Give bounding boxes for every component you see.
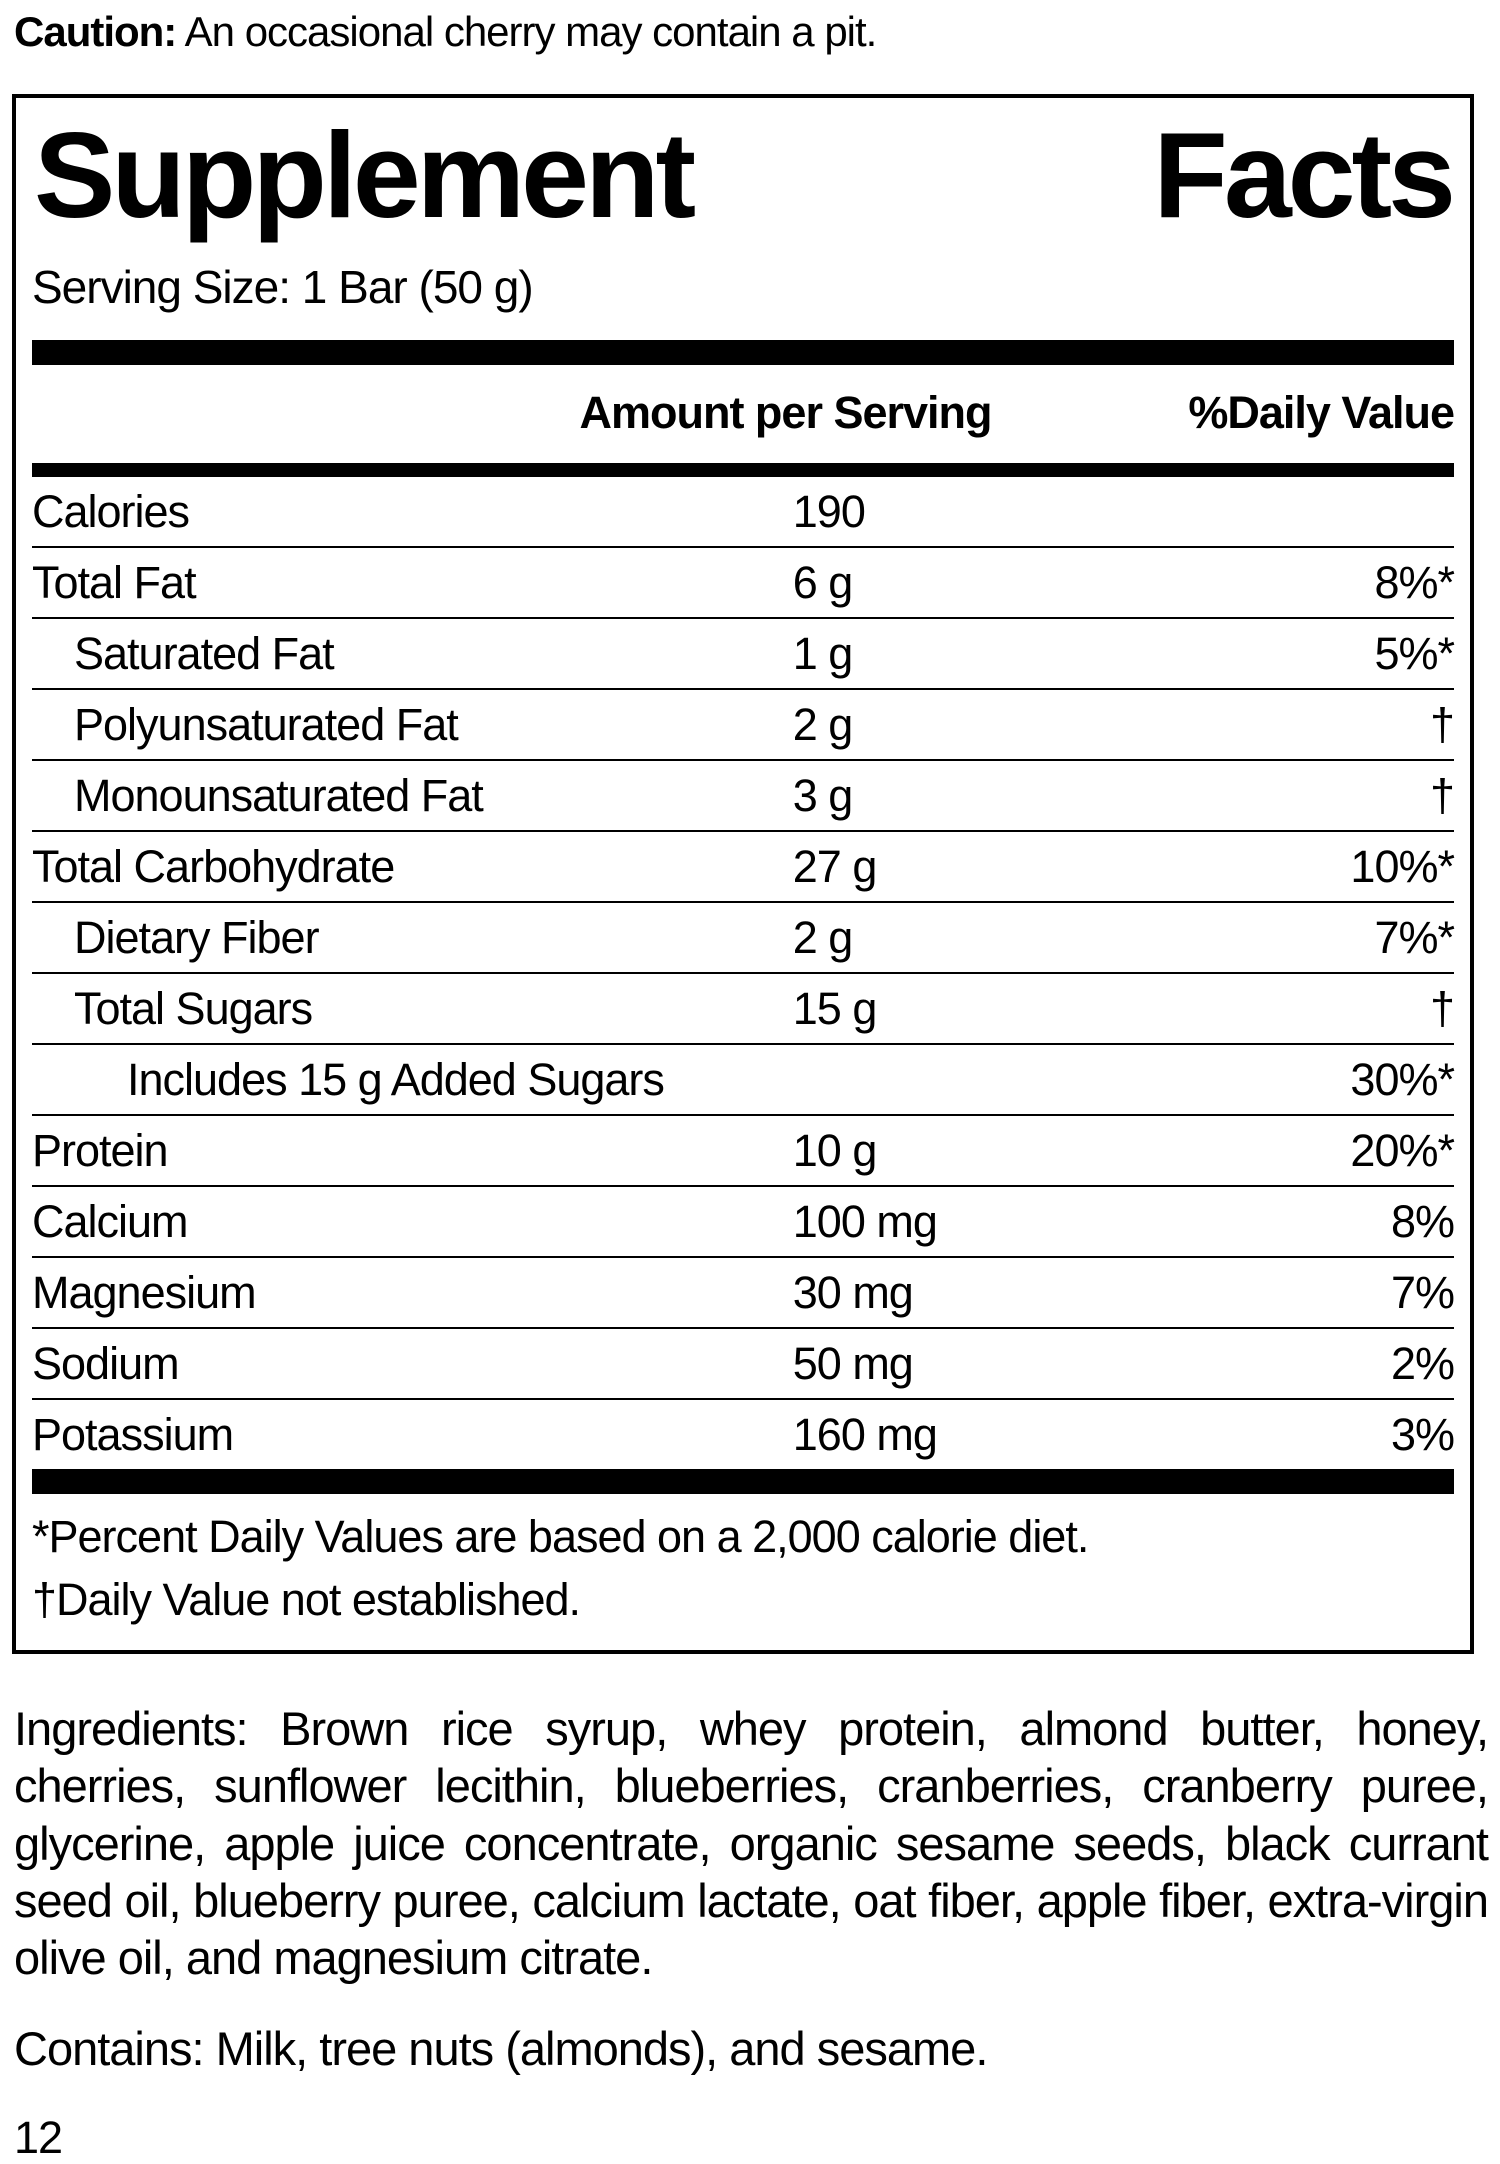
nutrient-name: Magnesium <box>32 1257 793 1328</box>
nutrient-amount: 15 g <box>793 973 1170 1044</box>
nutrient-row-total-sugars <box>32 973 1454 1044</box>
supplement-facts-panel <box>12 94 1474 1654</box>
nutrient-row-potassium <box>32 1399 1454 1469</box>
nutrient-daily-value: 3% <box>1170 1399 1454 1469</box>
nutrient-daily-value: 2% <box>1170 1328 1454 1399</box>
nutrient-amount: 190 <box>792 486 865 538</box>
nutrient-name: Total Sugars <box>32 973 793 1044</box>
nutrient-row-protein <box>32 1115 1454 1186</box>
nutrient-daily-value: 8% <box>1170 1186 1454 1257</box>
nutrient-amount: 3 g <box>793 760 1170 831</box>
nutrient-row-polyunsaturated-fat <box>32 689 1454 760</box>
nutrient-daily-value <box>1170 477 1454 547</box>
nutrient-daily-value: 5%* <box>1170 618 1454 689</box>
nutrient-amount: 100 mg <box>793 1186 1170 1257</box>
nutrient-daily-value: † <box>1170 689 1454 760</box>
caution-text: An occasional cherry may contain a pit. <box>176 8 877 55</box>
nutrient-name: Calcium <box>32 1186 793 1257</box>
nutrient-amount: 50 mg <box>793 1328 1170 1399</box>
nutrient-row-sodium <box>32 1328 1454 1399</box>
footnote-dagger: †Daily Value not established. <box>32 1574 581 1626</box>
panel-title-facts: Facts <box>1153 107 1452 244</box>
nutrient-name: Monounsaturated Fat <box>32 760 793 831</box>
page-number: 12 <box>14 2111 63 2163</box>
column-header-amount: Amount per Serving <box>579 387 992 439</box>
nutrient-row-total-fat <box>32 547 1454 618</box>
nutrient-name: Total Fat <box>32 547 793 618</box>
divider-bar-header <box>32 463 1454 477</box>
nutrient-name: Total Carbohydrate <box>32 831 793 902</box>
nutrient-row-added-sugars <box>32 1044 1454 1115</box>
nutrient-daily-value: 30%* <box>1170 1044 1454 1115</box>
contains-statement: Contains: Milk, tree nuts (almonds), and sesame. <box>14 2021 988 2075</box>
nutrient-amount: 30 mg <box>793 1257 1170 1328</box>
nutrient-row-magnesium <box>32 1257 1454 1328</box>
nutrient-amount: 1 g <box>793 618 1170 689</box>
nutrient-daily-value: 10%* <box>1170 831 1454 902</box>
nutrient-amount <box>793 1044 1170 1115</box>
nutrient-row-calcium <box>32 1186 1454 1257</box>
nutrient-name: Protein <box>32 1115 793 1186</box>
divider-bar-top <box>32 340 1454 365</box>
nutrient-daily-value: † <box>1170 973 1454 1044</box>
nutrient-daily-value: 20%* <box>1170 1115 1454 1186</box>
nutrient-name: Dietary Fiber <box>32 902 793 973</box>
serving-size: Serving Size: 1 Bar (50 g) <box>32 261 533 314</box>
nutrient-daily-value: 8%* <box>1170 547 1454 618</box>
nutrient-table <box>32 477 1454 1469</box>
footnotes <box>32 1510 1454 1628</box>
nutrient-row-total-carbohydrate <box>32 831 1454 902</box>
nutrient-name: Saturated Fat <box>32 618 793 689</box>
label-page <box>0 8 1500 2163</box>
nutrient-amount: 2 g <box>793 902 1170 973</box>
nutrient-name: Calories <box>32 486 190 538</box>
nutrient-amount: 27 g <box>793 831 1170 902</box>
divider-bar-bottom <box>32 1469 1454 1494</box>
nutrient-name: Polyunsaturated Fat <box>32 689 793 760</box>
nutrient-name: Sodium <box>32 1328 793 1399</box>
nutrient-daily-value: † <box>1170 760 1454 831</box>
nutrient-amount: 6 g <box>793 547 1170 618</box>
nutrient-name: Potassium <box>32 1399 793 1469</box>
nutrient-amount: 160 mg <box>793 1399 1170 1469</box>
caution-label: Caution: <box>14 8 177 55</box>
nutrient-name: Includes 15 g Added Sugars <box>32 1044 793 1115</box>
footnote-daily-values: *Percent Daily Values are based on a 2,000 calorie diet. <box>32 1511 1089 1563</box>
nutrient-row-monounsaturated-fat <box>32 760 1454 831</box>
nutrient-daily-value: 7% <box>1170 1257 1454 1328</box>
nutrient-row-saturated-fat <box>32 618 1454 689</box>
panel-title-supplement: Supplement <box>34 107 693 244</box>
column-header-daily-value: %Daily Value <box>1188 387 1454 439</box>
nutrient-amount: 10 g <box>793 1115 1170 1186</box>
nutrient-amount: 2 g <box>793 689 1170 760</box>
nutrient-daily-value: 7%* <box>1170 902 1454 973</box>
panel-title <box>34 107 1452 244</box>
column-header-row <box>32 365 1454 463</box>
caution-note <box>14 8 1490 56</box>
ingredients-paragraph: Ingredients: Brown rice syrup, whey protein, almond butter, honey, cherries, sunflower lecithin, blueberries, cranberries, cranberry puree, glycerine, apple juice concentrate, organic sesame seeds, black currant seed oil, blueberry puree, calcium lactate, oat fiber, apple fiber, extra-virgin olive oil, and magnesium citrate. <box>14 1702 1488 1985</box>
nutrient-row-calories <box>32 477 1454 547</box>
nutrient-row-dietary-fiber <box>32 902 1454 973</box>
